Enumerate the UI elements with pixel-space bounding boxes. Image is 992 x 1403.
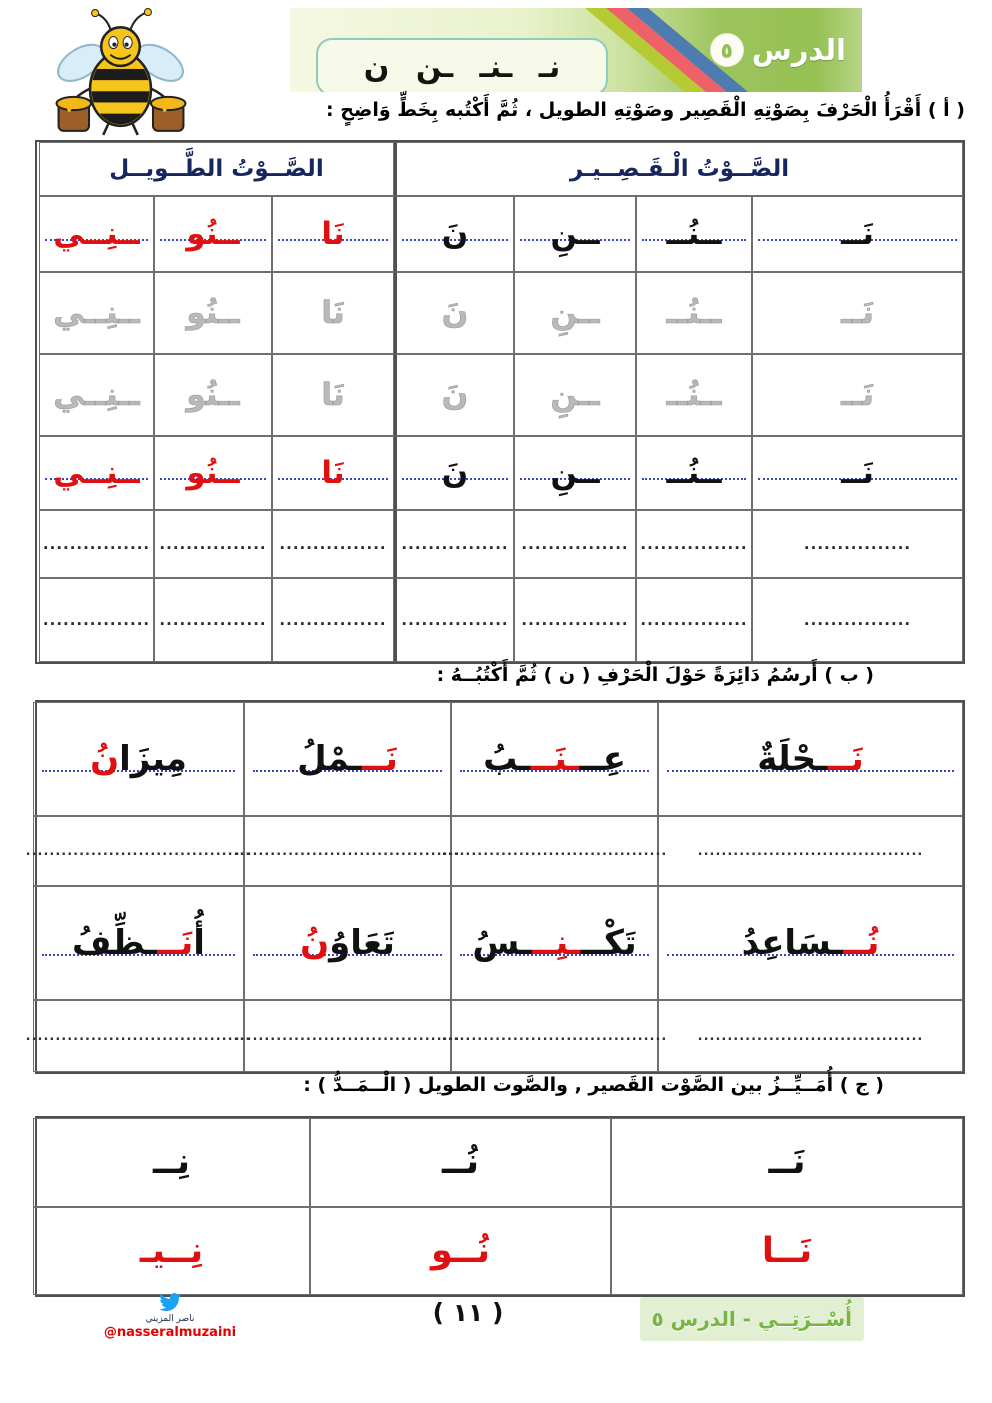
practice-dots-cell: ................: [514, 510, 636, 578]
distinction-table: [35, 1116, 965, 1297]
letter-cell: [752, 436, 963, 510]
lesson-banner: [290, 8, 862, 92]
practice-dots-cell: ......................................: [244, 1000, 451, 1072]
letter-ni-final: ــنِ: [550, 454, 600, 491]
practice-dots-cell: ................: [752, 578, 963, 662]
letter-nu-medial: ــنُــ: [666, 454, 722, 491]
short-sound-cell: [611, 1118, 963, 1207]
trace-letter: نَا: [321, 294, 345, 331]
author-signature: ناصر المزيني: [145, 1314, 195, 1324]
word-cell: [451, 702, 658, 816]
trace-cell: [636, 272, 752, 354]
instruction-b: ( ب ) أَرسُمُ دَائِرَةً حَوْلَ الْحَرْفِ ( ن ) ثُمَّ أَكْتُبُــهُ :: [436, 664, 874, 686]
practice-dots-cell: ................: [272, 510, 394, 578]
trace-cell: [752, 272, 963, 354]
letter-na-short: نَــ: [768, 1142, 806, 1182]
bee-illustration: [52, 6, 190, 138]
letter-na-isolated: نَ: [441, 454, 469, 491]
letter-nii-long: ــنِــي: [53, 215, 140, 252]
word-cell: [658, 886, 963, 1000]
word-cell: [33, 886, 244, 1000]
twitter-handle: @nasseralmuzaini: [103, 1325, 237, 1340]
trace-cell: [39, 354, 154, 436]
table-header-long-sound: الصَّــوْتُ الطَّــويــل: [39, 142, 394, 196]
word-unazzif: أُنَـــظِّفُ: [72, 923, 205, 963]
trace-cell: [272, 272, 394, 354]
letter-cell: [154, 436, 272, 510]
practice-dots-cell: ................: [636, 578, 752, 662]
letter-forms-box: نـ ـنـ ـن ن: [316, 38, 608, 92]
letter-cell: [39, 436, 154, 510]
trace-cell: [39, 272, 154, 354]
trace-letter: ــنِ: [550, 294, 600, 331]
letter-nuu-long: ــنُو: [186, 215, 240, 252]
practice-dots-cell: ................: [39, 510, 154, 578]
word-mizan: مِيزَانُ: [90, 739, 187, 779]
letter-cell: [514, 196, 636, 272]
practice-dots-cell: ......................................: [451, 816, 658, 886]
trace-letter: نَــ: [841, 294, 874, 331]
long-sound-cell: [33, 1207, 310, 1295]
practice-dots-cell: ................: [394, 510, 514, 578]
letter-nu-short: نُــ: [441, 1142, 480, 1182]
trace-letter: نَا: [321, 376, 345, 413]
letter-cell: [39, 196, 154, 272]
instruction-a: ( أ ) أَقْرَأُ الْحَرْفَ بِصَوْتِهِ الْقَصِير وصَوْتِهِ الطويل ، ثُمَّ أَكْتُبه بِخَطٍّ وَاضِحٍ :: [326, 99, 965, 121]
lesson-number-badge: ٥: [710, 33, 744, 67]
practice-dots-cell: ................: [636, 510, 752, 578]
trace-cell: [154, 272, 272, 354]
trace-cell: [514, 272, 636, 354]
letter-nii-long: ــنِــي: [53, 454, 140, 491]
practice-dots-cell: ......................................: [244, 816, 451, 886]
letter-cell: [272, 436, 394, 510]
practice-dots-cell: ................: [394, 578, 514, 662]
long-sound-cell: [611, 1207, 963, 1295]
trace-cell: [154, 354, 272, 436]
word-cell: [33, 702, 244, 816]
letter-ni-final: ــنِ: [550, 215, 600, 252]
practice-dots-cell: ......................................: [33, 816, 244, 886]
letter-cell: [636, 196, 752, 272]
trace-cell: [514, 354, 636, 436]
letter-na-isolated: نَ: [441, 215, 469, 252]
trace-letter: ــنُو: [186, 294, 240, 331]
trace-letter: نَ: [441, 376, 469, 413]
letter-ni-short: نِــ: [152, 1142, 191, 1182]
practice-dots-cell: ................: [752, 510, 963, 578]
trace-letter: ــنُو: [186, 376, 240, 413]
practice-dots-cell: ................: [514, 578, 636, 662]
letter-cell: [752, 196, 963, 272]
trace-cell: [752, 354, 963, 436]
practice-dots-cell: ................: [154, 578, 272, 662]
letter-cell: [394, 196, 514, 272]
word-taknis: تَكْـــنِـــسُ: [472, 923, 637, 963]
trace-letter: نَــ: [841, 376, 874, 413]
practice-dots-cell: ................: [154, 510, 272, 578]
word-cell: [244, 702, 451, 816]
letter-naa-long: نَــا: [761, 1230, 813, 1271]
word-cell: [244, 886, 451, 1000]
trace-letter: ــنُــ: [666, 294, 722, 331]
letter-cell: [514, 436, 636, 510]
trace-cell: [394, 354, 514, 436]
word-nahla: نَـــحْلَةٌ: [757, 739, 864, 779]
practice-dots-cell: ......................................: [451, 1000, 658, 1072]
letter-na-initial: نَــ: [841, 215, 874, 252]
trace-cell: [636, 354, 752, 436]
trace-cell: [394, 272, 514, 354]
trace-letter: ــنُــ: [666, 376, 722, 413]
words-table: [25, 700, 965, 1074]
trace-cell: [272, 354, 394, 436]
practice-dots-cell: ................: [272, 578, 394, 662]
letter-cell: [154, 196, 272, 272]
letter-nu-medial: ــنُــ: [666, 215, 722, 252]
practice-dots-cell: ................: [39, 578, 154, 662]
letter-nuu-long: نُــو: [431, 1230, 491, 1271]
short-sound-cell: [310, 1118, 611, 1207]
author-credit: [95, 1293, 245, 1340]
lesson-label: الدرس: [751, 33, 846, 67]
word-cell: [658, 702, 963, 816]
word-naml: نَـــمْلُ: [297, 739, 398, 779]
letter-naa-long: نَا: [321, 454, 345, 491]
lesson-title: [710, 8, 846, 92]
letter-na-initial: نَــ: [841, 454, 874, 491]
trace-letter: ــنِــي: [53, 376, 140, 413]
trace-letter: ــنِــي: [53, 294, 140, 331]
letter-cell: [636, 436, 752, 510]
word-inab: عِـــنَـــبُ: [483, 739, 626, 779]
sound-table: [35, 140, 965, 664]
bee-icon: [52, 6, 190, 138]
word-cell: [451, 886, 658, 1000]
word-taawun: تَعَاوُنُ: [300, 923, 395, 963]
trace-letter: ــنِ: [550, 376, 600, 413]
short-sound-cell: [33, 1118, 310, 1207]
series-lesson-badge: أُسْــرَتِــي - الدرس ٥: [640, 1297, 865, 1341]
twitter-icon: [158, 1293, 182, 1313]
long-sound-cell: [310, 1207, 611, 1295]
instruction-c: ( ج ) أُمَــيِّــزُ بين الصَّوْت القَصير , والصَّوت الطويل ( الْــمَــدُّ ) :: [303, 1074, 884, 1096]
letter-nuu-long: ــنُو: [186, 454, 240, 491]
page-number: ( ١١ ): [432, 1298, 504, 1327]
letter-cell: [272, 196, 394, 272]
trace-letter: نَ: [441, 294, 469, 331]
word-nusaid: نُـــسَاعِدُ: [741, 923, 880, 963]
practice-dots-cell: ......................................: [33, 1000, 244, 1072]
table-header-short-sound: الصَّــوْتُ الْـقَـصِــيـر: [394, 142, 963, 196]
practice-dots-cell: ......................................: [658, 816, 963, 886]
letter-naa-long: نَا: [321, 215, 345, 252]
letter-cell: [394, 436, 514, 510]
practice-dots-cell: ......................................: [658, 1000, 963, 1072]
letter-nii-long: نِــيـ: [139, 1230, 204, 1271]
